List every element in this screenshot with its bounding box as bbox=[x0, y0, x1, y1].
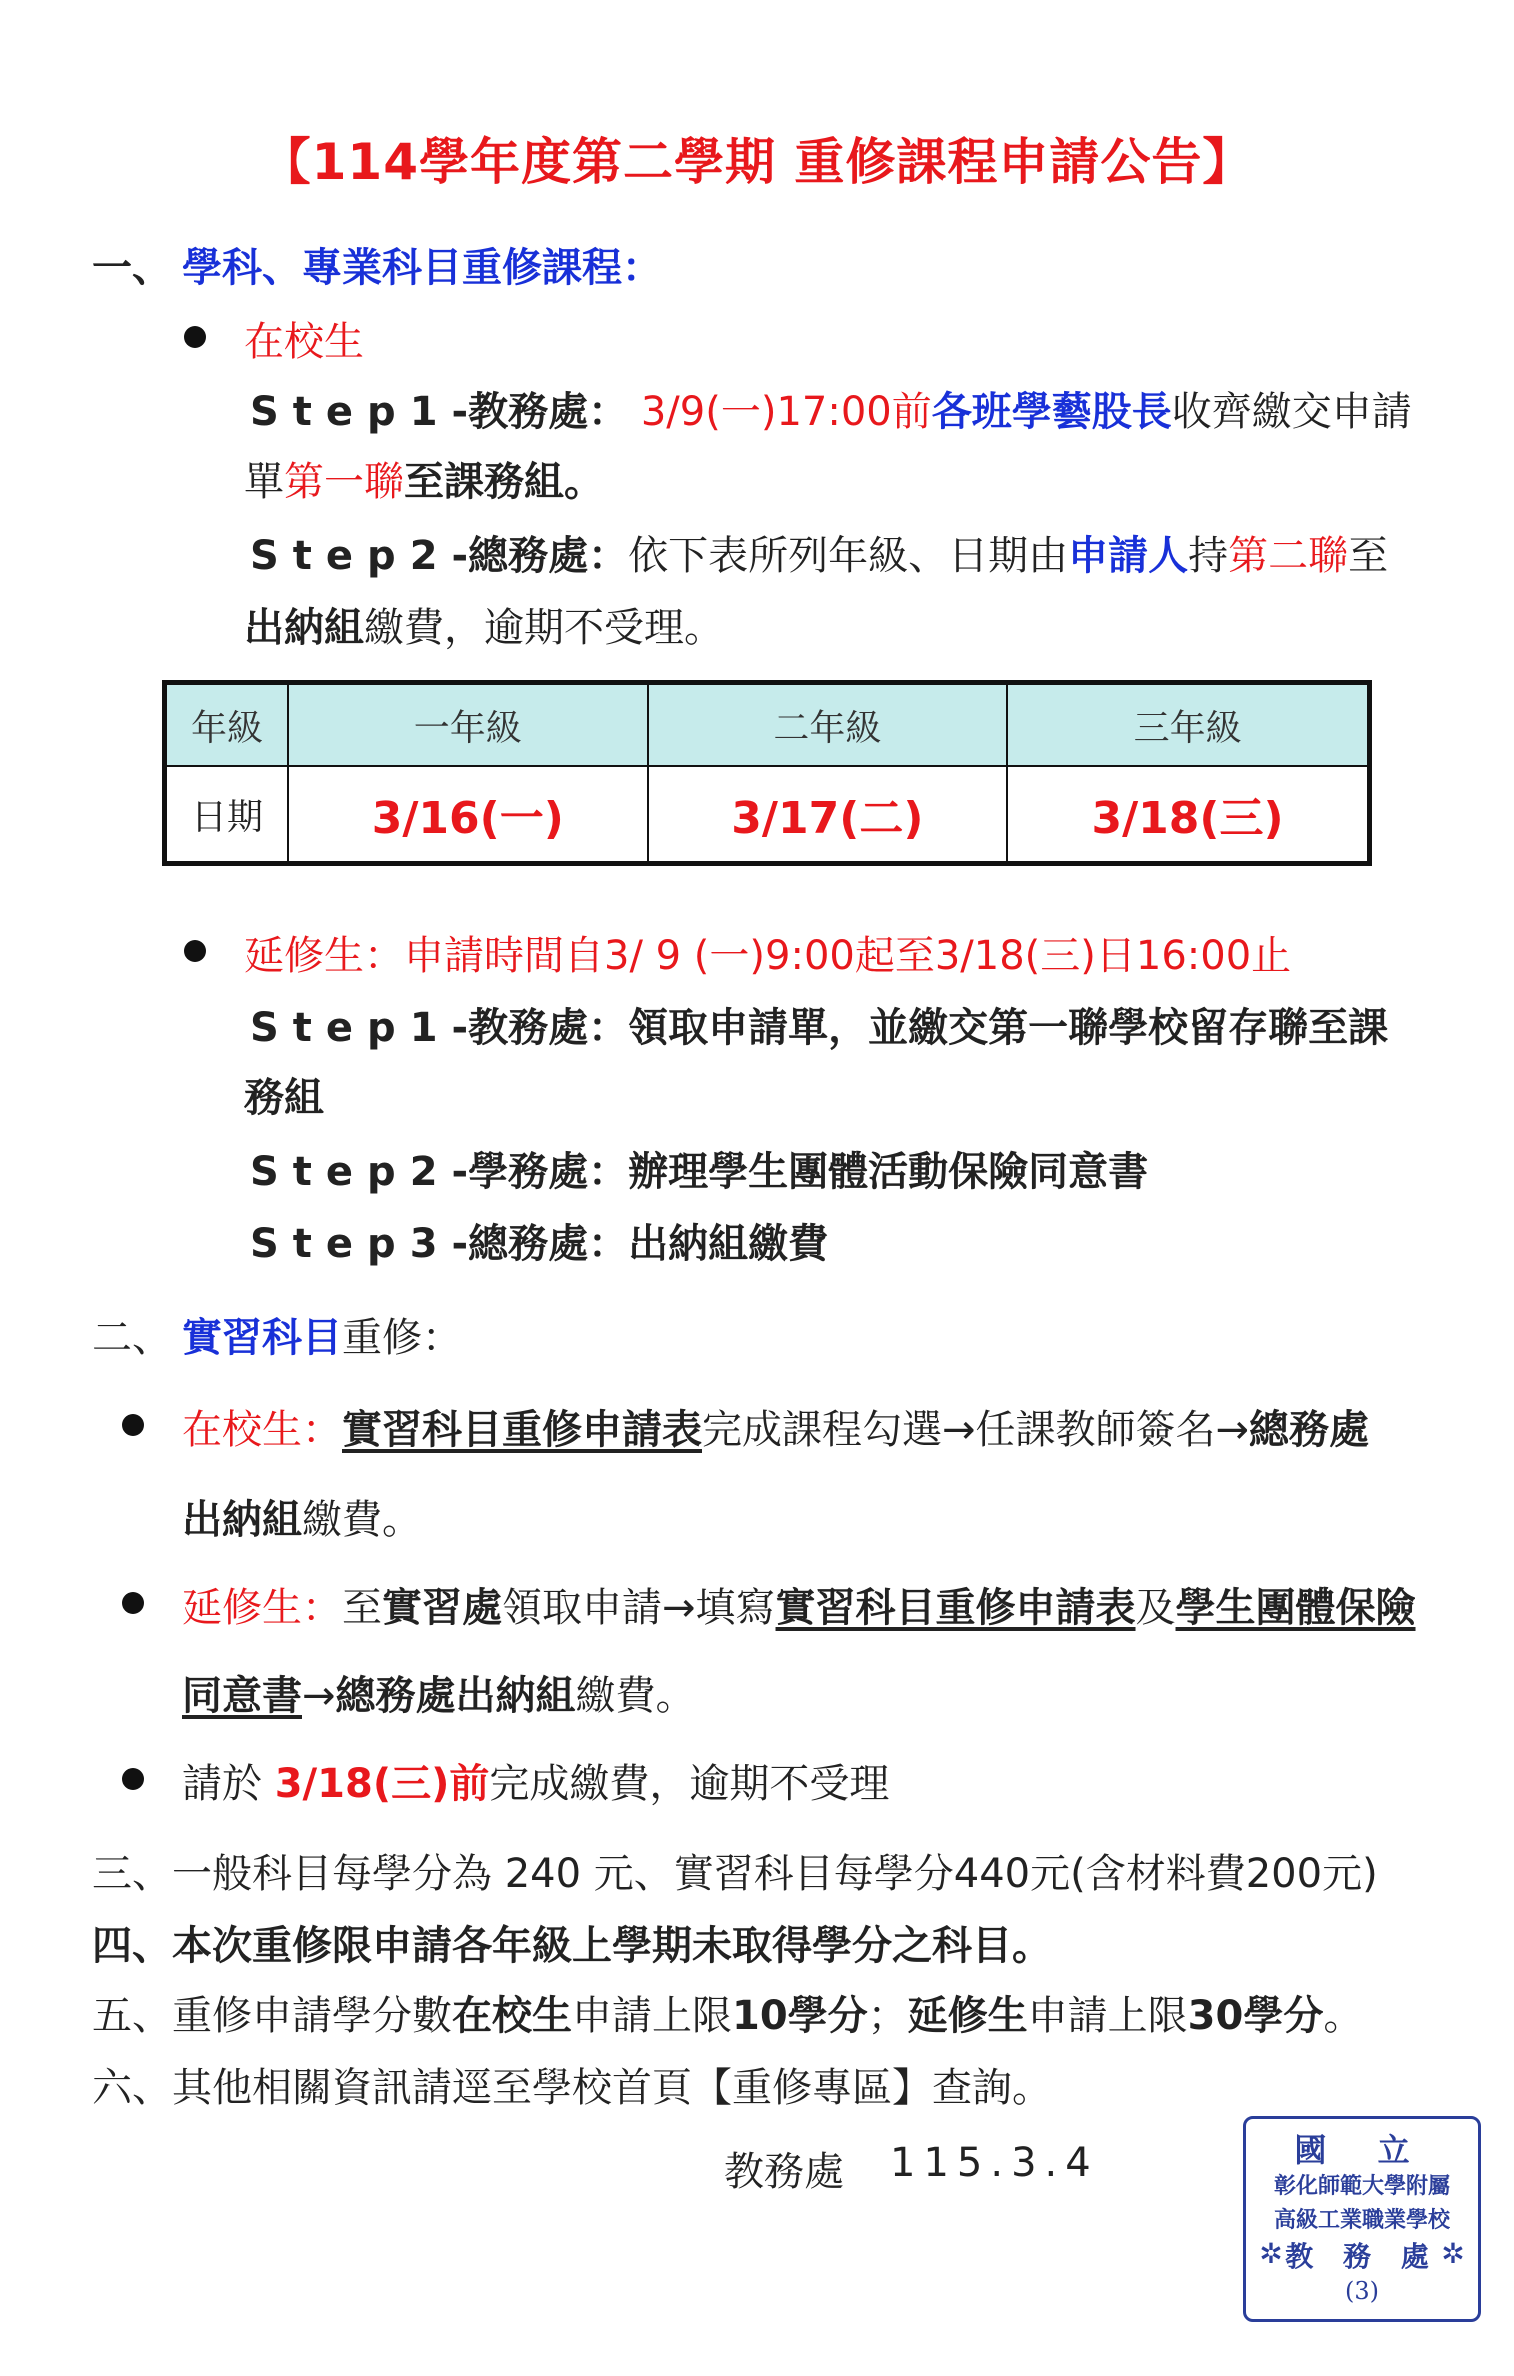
current-step2-line2 bbox=[244, 596, 724, 653]
step1-copy: 第一聯 bbox=[284, 459, 404, 505]
bullet-icon bbox=[184, 940, 206, 962]
s2-b1-line2 bbox=[182, 1488, 422, 1545]
s2-b2-office: 實習處 bbox=[382, 1585, 502, 1631]
item5-e: 延修生 bbox=[907, 1993, 1028, 2039]
step1-who: 各班學藝股長 bbox=[931, 389, 1172, 435]
seal-line2: 彰化師範大學附屬 bbox=[1273, 2173, 1450, 2199]
s2-b1-line1 bbox=[182, 1398, 1369, 1455]
s2-b2-label: 延修生： bbox=[182, 1585, 342, 1631]
step1-text: 收齊繳交申請 bbox=[1171, 389, 1412, 435]
bullet-icon bbox=[122, 1592, 144, 1614]
table-cell-grade: 一年級 bbox=[288, 683, 648, 767]
step2-hold: 持 bbox=[1188, 533, 1229, 579]
section2-heading-blue: 實習科目 bbox=[182, 1315, 342, 1361]
s2-b1-office: 總務處 bbox=[1249, 1407, 1370, 1453]
item5-f: 申請上限 bbox=[1027, 1993, 1188, 2039]
s2-b2-line2 bbox=[182, 1664, 696, 1721]
table-cell-date: 3/18(三) bbox=[1007, 766, 1369, 864]
s2-b2-t1: 至 bbox=[342, 1585, 382, 1631]
deferred-step1-line2: 務組 bbox=[244, 1075, 324, 1121]
seal-line1: 國 立 bbox=[1294, 2131, 1430, 2169]
step1-line2a: 單 bbox=[244, 459, 284, 505]
deferred-step3 bbox=[250, 1212, 828, 1269]
deferred-step2 bbox=[250, 1140, 1148, 1197]
item4-text: 本次重修限申請各年級上學期未取得學分之科目。 bbox=[172, 1923, 1052, 1969]
table-row bbox=[165, 683, 1370, 767]
section2-number: 二、 bbox=[92, 1315, 172, 1361]
deferred-step3-label: Step3 bbox=[250, 1221, 452, 1267]
item5-d: ； bbox=[867, 1993, 908, 2039]
deferred-step2-label: Step2 bbox=[250, 1149, 452, 1195]
step1-label: Step1 bbox=[250, 389, 452, 435]
table-cell-grade: 二年級 bbox=[648, 683, 1008, 767]
section1-number: 一、 bbox=[92, 245, 172, 291]
s2-b2-line1 bbox=[182, 1576, 1416, 1633]
current-step2-line1 bbox=[250, 524, 1388, 581]
s2-b1-form: 實習科目重修申請表 bbox=[342, 1407, 702, 1453]
s2-b2-pay: 總務處出納組 bbox=[335, 1673, 576, 1719]
step2-office: -總務處： bbox=[451, 533, 629, 579]
s2-b2-t2: 領取申請→填寫 bbox=[502, 1585, 776, 1631]
s2-b3 bbox=[182, 1752, 889, 1809]
table-cell-grade: 三年級 bbox=[1007, 683, 1369, 767]
footer-date: 115.3.4 bbox=[890, 2140, 1099, 2186]
s2-b1-label: 在校生： bbox=[182, 1407, 342, 1453]
deferred-step2-text: -學務處：辦理學生團體活動保險同意書 bbox=[451, 1149, 1149, 1195]
item5-a: 在校生 bbox=[452, 1993, 572, 2039]
s2-b3-date: 3/18(三)前 bbox=[274, 1761, 490, 1807]
bullet-icon bbox=[122, 1414, 144, 1436]
s2-b3-pre: 請於 bbox=[182, 1761, 275, 1807]
office-seal bbox=[1243, 2116, 1481, 2322]
table-row bbox=[165, 766, 1370, 864]
seal-line3: 高級工業職業學校 bbox=[1273, 2207, 1450, 2233]
item3: 三、一般科目每學分為 240 元、實習科目每學分440元(含材料費200元) bbox=[92, 1851, 1378, 1897]
current-step1-line2 bbox=[244, 450, 604, 507]
bullet-icon bbox=[184, 326, 206, 348]
step2-label: Step2 bbox=[250, 533, 452, 579]
step2-cashier: 出納組 bbox=[244, 605, 364, 651]
bullet-icon bbox=[122, 1768, 144, 1790]
footer-office: 教務處 bbox=[724, 2149, 844, 2195]
schedule-table bbox=[162, 680, 1372, 866]
s2-b2-form2b: 同意書 bbox=[182, 1673, 302, 1719]
s2-b2-form: 實習科目重修申請表 bbox=[775, 1585, 1136, 1631]
seal-line5: (3) bbox=[1345, 2277, 1379, 2305]
s2-b1-pay: 繳費。 bbox=[302, 1497, 422, 1543]
item6: 六、其他相關資訊請逕至學校首頁【重修專區】查詢。 bbox=[92, 2065, 1052, 2111]
star-icon: ✲ bbox=[1441, 2237, 1465, 2270]
s2-b3-post: 完成繳費，逾期不受理 bbox=[489, 1761, 890, 1807]
item4-num: 四、 bbox=[92, 1923, 172, 1969]
section2-heading-rest: 重修： bbox=[342, 1315, 462, 1361]
deferred-student-label: 延修生：申請時間自3/ 9 (一)9:00起至3/18(三)日16:00止 bbox=[244, 933, 1292, 979]
star-icon: ✲ bbox=[1259, 2237, 1283, 2270]
s2-b2-form2a: 學生團體保險 bbox=[1175, 1585, 1416, 1631]
item5 bbox=[92, 1984, 1363, 2041]
section2-heading bbox=[182, 1306, 462, 1363]
step2-text: 依下表所列年級、日期由 bbox=[628, 533, 1069, 579]
deferred-step1-label: Step1 bbox=[250, 1005, 452, 1051]
step2-to: 至 bbox=[1348, 533, 1389, 579]
item5-b: 申請上限 bbox=[572, 1993, 732, 2039]
step1-deadline: 3/9(一)17:00前 bbox=[640, 389, 932, 435]
table-cell-grade-label: 年級 bbox=[165, 683, 289, 767]
item5-pre: 五、重修申請學分數 bbox=[92, 1993, 452, 2039]
step2-line2c: 繳費，逾期不受理。 bbox=[364, 605, 724, 651]
item5-h: 。 bbox=[1323, 1993, 1364, 2039]
deferred-step1-line1 bbox=[250, 996, 1388, 1053]
s2-b2-and: 及 bbox=[1135, 1585, 1176, 1631]
item4 bbox=[92, 1914, 1052, 1971]
item5-g: 30學分 bbox=[1187, 1993, 1324, 2039]
s2-b1-cashier: 出納組 bbox=[182, 1497, 302, 1543]
section1-heading: 學科、專業科目重修課程： bbox=[182, 245, 662, 291]
current-student-label: 在校生 bbox=[244, 319, 364, 365]
step2-copy: 第二聯 bbox=[1228, 533, 1349, 579]
table-cell-date: 3/16(一) bbox=[288, 766, 648, 864]
s2-b2-t3: → bbox=[302, 1673, 336, 1719]
deferred-step1-text: -教務處：領取申請單，並繳交第一聯學校留存聯至課 bbox=[451, 1005, 1389, 1051]
current-step1-line1 bbox=[250, 380, 1412, 437]
step2-who: 申請人 bbox=[1068, 533, 1189, 579]
page-title: 【114學年度第二學期 重修課程申請公告】 bbox=[260, 133, 1254, 191]
seal-line4: 教 務 處 bbox=[1285, 2240, 1439, 2273]
step1-office: -教務處： bbox=[451, 389, 629, 435]
s2-b2-t4: 繳費。 bbox=[575, 1673, 696, 1719]
table-cell-date: 3/17(二) bbox=[648, 766, 1008, 864]
s2-b1-text: 完成課程勾選→任課教師簽名→ bbox=[702, 1407, 1250, 1453]
item5-c: 10學分 bbox=[732, 1993, 868, 2039]
deferred-step3-text: -總務處：出納組繳費 bbox=[451, 1221, 829, 1267]
step1-line2b: 至課務組。 bbox=[404, 459, 604, 505]
table-cell-date-label: 日期 bbox=[165, 766, 289, 864]
